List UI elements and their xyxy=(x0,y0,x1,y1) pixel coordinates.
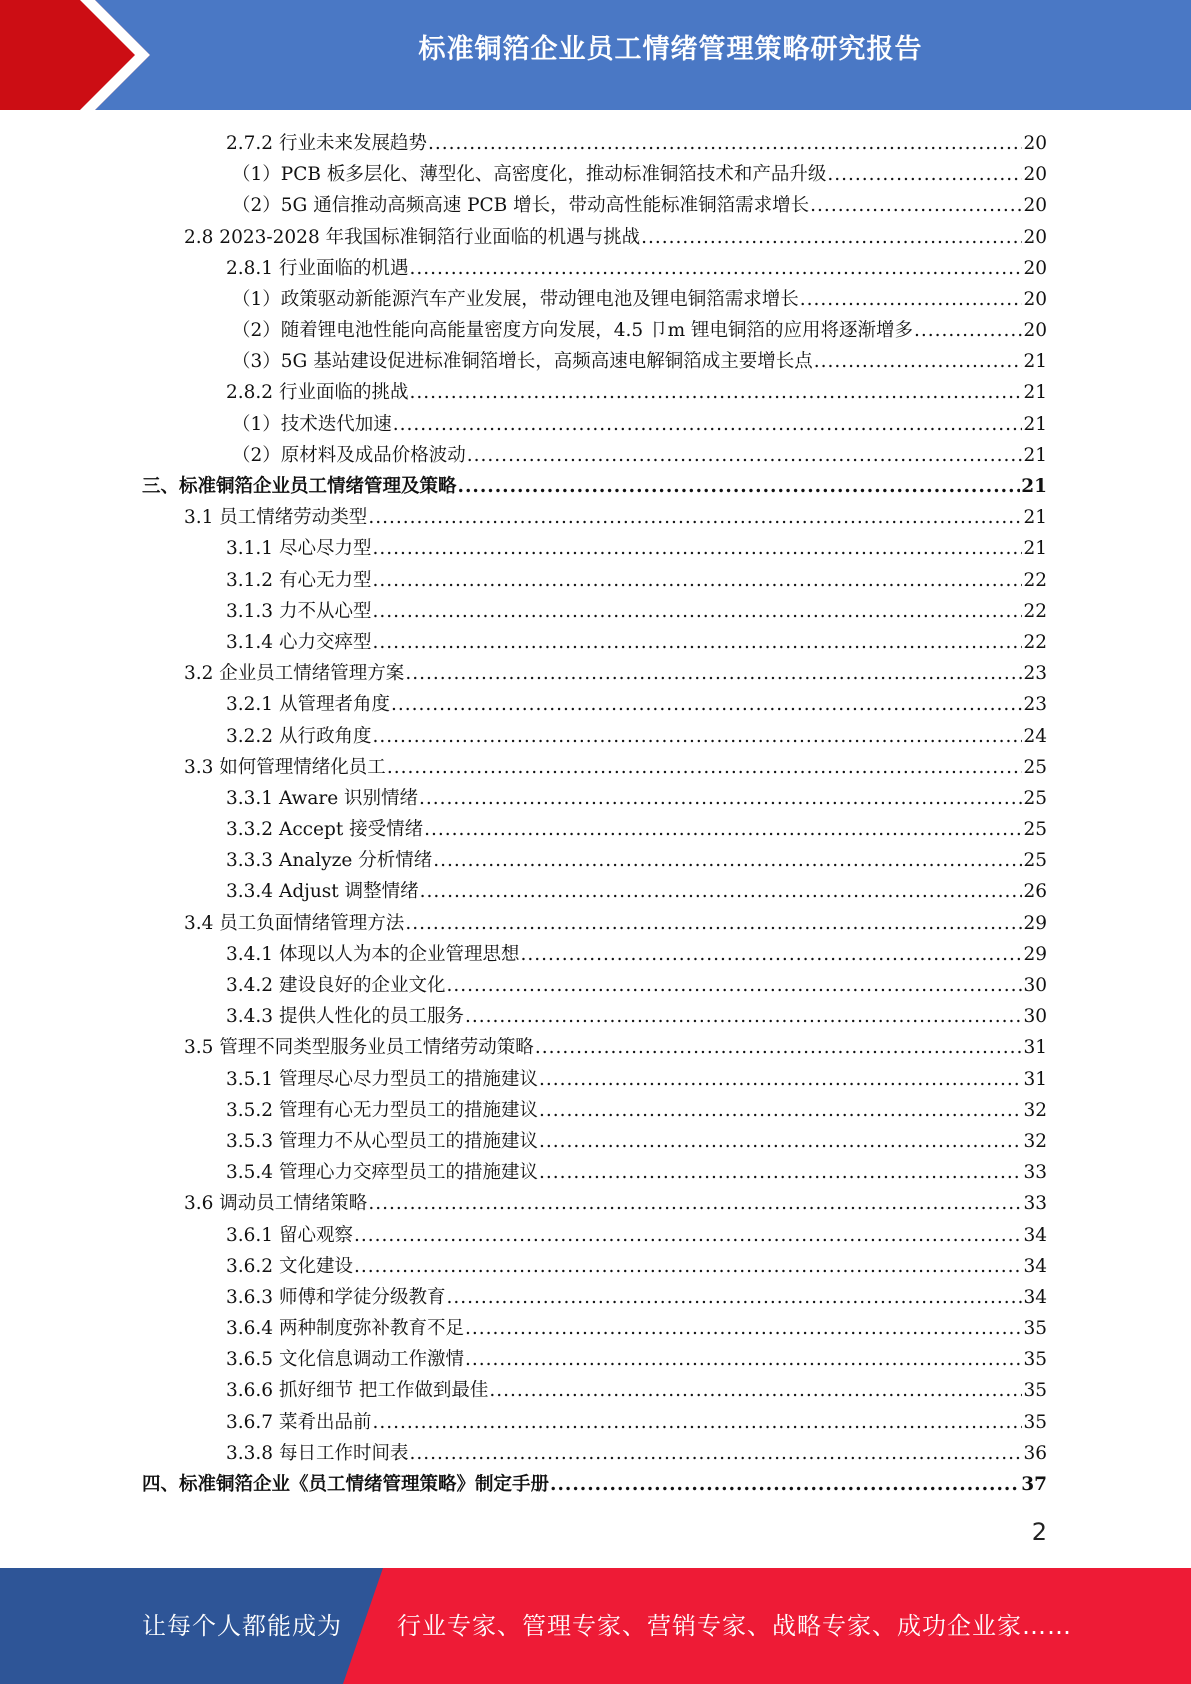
toc-entry-page: 22 xyxy=(1023,631,1047,653)
toc-entry[interactable] xyxy=(142,1095,1047,1126)
toc-dot-leader xyxy=(433,845,1022,876)
toc-dot-leader xyxy=(419,783,1022,814)
toc-dot-leader xyxy=(827,159,1022,190)
toc-entry-title: （1）政策驱动新能源汽车产业发展，带动锂电池及锂电铜箔需求增长 xyxy=(232,288,799,310)
toc-entry-page: 32 xyxy=(1023,1099,1047,1121)
toc-entry[interactable] xyxy=(142,877,1047,908)
toc-entry[interactable] xyxy=(142,845,1047,876)
toc-dot-leader xyxy=(465,1344,1022,1375)
toc-entry-page: 21 xyxy=(1023,507,1047,529)
toc-entry[interactable] xyxy=(142,159,1047,190)
toc-dot-leader xyxy=(391,689,1022,720)
toc-entry-page: 37 xyxy=(1021,1474,1047,1496)
page-title: 标准铜箔企业员工情绪管理策略研究报告 xyxy=(418,34,923,65)
toc-dot-leader xyxy=(405,908,1022,939)
toc-entry[interactable] xyxy=(142,1001,1047,1032)
toc-dot-leader xyxy=(372,627,1022,658)
toc-entry-page: 35 xyxy=(1023,1318,1047,1340)
toc-entry-page: 21 xyxy=(1023,351,1047,373)
toc-dot-leader xyxy=(914,315,1022,346)
toc-entry-title: 3.4.3 提供人性化的员工服务 xyxy=(226,1006,464,1028)
toc-entry[interactable] xyxy=(142,1407,1047,1438)
toc-entry-title: 2.8 2023-2028 年我国标准铜箔行业面临的机遇与挑战 xyxy=(184,226,641,248)
toc-entry-title: 2.7.2 行业未来发展趋势 xyxy=(226,132,427,154)
toc-entry[interactable] xyxy=(142,596,1047,627)
toc-dot-leader xyxy=(354,1251,1023,1282)
toc-dot-leader xyxy=(372,533,1022,564)
toc-entry-page: 33 xyxy=(1023,1162,1047,1184)
toc-dot-leader xyxy=(372,565,1022,596)
toc-entry-title: 3.5.4 管理心力交瘁型员工的措施建议 xyxy=(226,1162,538,1184)
toc-entry-title: 3.5.2 管理有心无力型员工的措施建议 xyxy=(226,1099,538,1121)
toc-dot-leader xyxy=(800,284,1023,315)
toc-entry-page: 25 xyxy=(1023,756,1047,778)
toc-dot-leader xyxy=(372,721,1022,752)
toc-entry-page: 32 xyxy=(1023,1130,1047,1152)
toc-entry-page: 20 xyxy=(1023,257,1047,279)
toc-entry-title: 2.8.2 行业面临的挑战 xyxy=(226,382,409,404)
toc-dot-leader xyxy=(550,1469,1020,1500)
toc-entry-page: 24 xyxy=(1023,725,1047,747)
toc-dot-leader xyxy=(387,752,1023,783)
toc-entry-page: 23 xyxy=(1023,663,1047,685)
toc-entry-title: 3.6 调动员工情绪策略 xyxy=(184,1193,368,1215)
toc-entry-page: 33 xyxy=(1023,1193,1047,1215)
toc-entry-title: 3.2.2 从行政角度 xyxy=(226,725,372,747)
toc-entry-title: 3.5 管理不同类型服务业员工情绪劳动策略 xyxy=(184,1037,534,1059)
toc-entry-title: 3.6.2 文化建设 xyxy=(226,1255,353,1277)
toc-dot-leader xyxy=(539,1095,1022,1126)
toc-dot-leader xyxy=(368,502,1022,533)
table-of-contents xyxy=(142,128,1047,1500)
toc-entry-page: 25 xyxy=(1023,787,1047,809)
toc-entry-title: （1）技术迭代加速 xyxy=(232,413,392,435)
toc-entry-page: 34 xyxy=(1023,1224,1047,1246)
toc-dot-leader xyxy=(489,1376,1022,1407)
toc-dot-leader xyxy=(409,1438,1022,1469)
toc-entry-page: 20 xyxy=(1023,132,1047,154)
toc-entry-page: 30 xyxy=(1023,1006,1047,1028)
toc-dot-leader xyxy=(420,877,1023,908)
toc-dot-leader xyxy=(368,1188,1022,1219)
toc-dot-leader xyxy=(539,1064,1022,1095)
toc-entry[interactable] xyxy=(142,908,1047,939)
footer-slogan-left: 让每个人都能成为 xyxy=(142,1612,342,1640)
toc-entry[interactable] xyxy=(142,1032,1047,1063)
toc-entry[interactable] xyxy=(142,1126,1047,1157)
toc-dot-leader xyxy=(539,1126,1022,1157)
toc-dot-leader xyxy=(465,1001,1022,1032)
toc-dot-leader xyxy=(354,1220,1023,1251)
header-chevron-icon xyxy=(0,0,160,110)
toc-dot-leader xyxy=(372,1407,1022,1438)
toc-entry-page: 29 xyxy=(1023,912,1047,934)
toc-dot-leader xyxy=(409,253,1022,284)
toc-entry-title: 3.6.5 文化信息调动工作激情 xyxy=(226,1349,464,1371)
toc-entry-page: 35 xyxy=(1023,1380,1047,1402)
toc-entry-page: 21 xyxy=(1023,444,1047,466)
toc-entry-page: 21 xyxy=(1023,382,1047,404)
toc-dot-leader xyxy=(424,814,1022,845)
toc-entry[interactable] xyxy=(142,970,1047,1001)
toc-dot-leader xyxy=(409,378,1022,409)
page-number: 2 xyxy=(1031,1518,1047,1546)
toc-entry[interactable] xyxy=(142,1376,1047,1407)
toc-dot-leader xyxy=(446,970,1022,1001)
toc-entry[interactable] xyxy=(142,471,1047,502)
toc-entry-title: （2）5G 通信推动高频高速 PCB 增长，带动高性能标准铜箔需求增长 xyxy=(232,195,810,217)
header-bar xyxy=(0,0,1191,110)
toc-entry-page: 21 xyxy=(1023,413,1047,435)
toc-entry[interactable] xyxy=(142,1282,1047,1313)
footer-banner xyxy=(0,1568,1191,1684)
toc-entry[interactable] xyxy=(142,565,1047,596)
toc-entry[interactable] xyxy=(142,1188,1047,1219)
toc-entry[interactable] xyxy=(142,627,1047,658)
toc-entry-page: 30 xyxy=(1023,975,1047,997)
toc-dot-leader xyxy=(520,939,1022,970)
toc-entry-page: 20 xyxy=(1023,288,1047,310)
toc-entry-title: 3.3.1 Aware 识别情绪 xyxy=(226,787,419,809)
toc-dot-leader xyxy=(810,190,1022,221)
toc-entry-page: 20 xyxy=(1023,320,1047,342)
toc-entry-title: 3.3.8 每日工作时间表 xyxy=(226,1442,409,1464)
toc-entry-page: 25 xyxy=(1023,850,1047,872)
toc-entry[interactable] xyxy=(142,1438,1047,1469)
toc-entry[interactable] xyxy=(142,1313,1047,1344)
toc-entry-title: 3.4.1 体现以人为本的企业管理思想 xyxy=(226,943,520,965)
toc-dot-leader xyxy=(458,471,1021,502)
toc-entry[interactable] xyxy=(142,1344,1047,1375)
toc-entry-title: 2.8.1 行业面临的机遇 xyxy=(226,257,409,279)
toc-entry[interactable] xyxy=(142,315,1047,346)
toc-entry-page: 20 xyxy=(1023,164,1047,186)
toc-entry-title: 3.6.7 菜肴出品前 xyxy=(226,1411,372,1433)
toc-entry-title: 3.6.6 抓好细节 把工作做到最佳 xyxy=(226,1380,489,1402)
toc-entry-page: 34 xyxy=(1023,1255,1047,1277)
toc-entry-page: 23 xyxy=(1023,694,1047,716)
toc-entry-page: 25 xyxy=(1023,819,1047,841)
toc-entry[interactable] xyxy=(142,284,1047,315)
toc-entry-title: 3.1.1 尽心尽力型 xyxy=(226,538,372,560)
toc-entry-title: 3.4 员工负面情绪管理方法 xyxy=(184,912,405,934)
toc-entry-title: 三、标准铜箔企业员工情绪管理及策略 xyxy=(142,476,457,498)
toc-dot-leader xyxy=(641,222,1022,253)
toc-entry-title: 3.6.3 师傅和学徒分级教育 xyxy=(226,1286,446,1308)
toc-entry-title: 3.2.1 从管理者角度 xyxy=(226,694,390,716)
toc-entry-title: 3.5.3 管理力不从心型员工的措施建议 xyxy=(226,1130,538,1152)
toc-entry-page: 35 xyxy=(1023,1411,1047,1433)
toc-entry[interactable] xyxy=(142,658,1047,689)
toc-entry[interactable] xyxy=(142,814,1047,845)
toc-entry[interactable] xyxy=(142,440,1047,471)
toc-entry-title: 3.1.4 心力交瘁型 xyxy=(226,631,372,653)
toc-entry[interactable] xyxy=(142,190,1047,221)
toc-dot-leader xyxy=(467,440,1023,471)
toc-entry-page: 36 xyxy=(1023,1442,1047,1464)
toc-entry[interactable] xyxy=(142,1220,1047,1251)
toc-entry-title: 3.2 企业员工情绪管理方案 xyxy=(184,663,405,685)
toc-dot-leader xyxy=(465,1313,1022,1344)
toc-entry-title: 3.3.4 Adjust 调整情绪 xyxy=(226,881,419,903)
toc-entry-title: （3）5G 基站建设促进标准铜箔增长，高频高速电解铜箔成主要增长点 xyxy=(232,351,813,373)
toc-entry-page: 22 xyxy=(1023,569,1047,591)
toc-entry-title: 3.1.2 有心无力型 xyxy=(226,569,372,591)
toc-entry-title: 3.4.2 建设良好的企业文化 xyxy=(226,975,446,997)
toc-entry-page: 34 xyxy=(1023,1286,1047,1308)
toc-entry[interactable] xyxy=(142,752,1047,783)
toc-entry-page: 20 xyxy=(1023,226,1047,248)
toc-dot-leader xyxy=(405,658,1022,689)
toc-dot-leader xyxy=(372,596,1022,627)
toc-entry-title: 3.5.1 管理尽心尽力型员工的措施建议 xyxy=(226,1068,538,1090)
toc-entry[interactable] xyxy=(142,1157,1047,1188)
toc-entry[interactable] xyxy=(142,533,1047,564)
toc-entry-title: 3.6.1 留心观察 xyxy=(226,1224,353,1246)
toc-entry-title: 3.3.3 Analyze 分析情绪 xyxy=(226,850,433,872)
toc-entry[interactable] xyxy=(142,378,1047,409)
toc-entry[interactable] xyxy=(142,939,1047,970)
footer-slogan-right: 行业专家、管理专家、营销专家、战略专家、成功企业家…… xyxy=(397,1612,1072,1640)
toc-entry[interactable] xyxy=(142,222,1047,253)
toc-entry-page: 31 xyxy=(1023,1037,1047,1059)
toc-entry[interactable] xyxy=(142,253,1047,284)
toc-entry-title: （2）随着锂电池性能向高能量密度方向发展，4.5 卩m 锂电铜箔的应用将逐渐增多 xyxy=(232,320,913,342)
toc-dot-leader xyxy=(446,1282,1022,1313)
toc-entry[interactable] xyxy=(142,1469,1047,1500)
toc-entry[interactable] xyxy=(142,409,1047,440)
toc-entry-title: （2）原材料及成品价格波动 xyxy=(232,444,466,466)
toc-entry-title: 3.3 如何管理情绪化员工 xyxy=(184,756,386,778)
toc-entry-page: 22 xyxy=(1023,600,1047,622)
toc-entry[interactable] xyxy=(142,721,1047,752)
toc-entry-page: 35 xyxy=(1023,1349,1047,1371)
toc-entry-page: 21 xyxy=(1021,476,1047,498)
toc-entry-page: 29 xyxy=(1023,943,1047,965)
toc-entry[interactable] xyxy=(142,1064,1047,1095)
toc-dot-leader xyxy=(428,128,1022,159)
toc-entry-title: （1）PCB 板多层化、薄型化、高密度化，推动标准铜箔技术和产品升级 xyxy=(232,164,827,186)
toc-dot-leader xyxy=(393,409,1023,440)
toc-entry[interactable] xyxy=(142,346,1047,377)
toc-dot-leader xyxy=(535,1032,1023,1063)
toc-entry-title: 四、标准铜箔企业《员工情绪管理策略》制定手册 xyxy=(142,1474,550,1496)
toc-entry[interactable] xyxy=(142,502,1047,533)
toc-entry-page: 21 xyxy=(1023,538,1047,560)
toc-entry[interactable] xyxy=(142,783,1047,814)
toc-entry-title: 3.6.4 两种制度弥补教育不足 xyxy=(226,1318,464,1340)
toc-dot-leader xyxy=(539,1157,1022,1188)
toc-entry-page: 20 xyxy=(1023,195,1047,217)
toc-dot-leader xyxy=(814,346,1023,377)
toc-entry-page: 26 xyxy=(1023,881,1047,903)
toc-entry[interactable] xyxy=(142,1251,1047,1282)
toc-entry-title: 3.3.2 Accept 接受情绪 xyxy=(226,819,424,841)
toc-entry[interactable] xyxy=(142,128,1047,159)
toc-entry[interactable] xyxy=(142,689,1047,720)
toc-entry-title: 3.1 员工情绪劳动类型 xyxy=(184,507,368,529)
toc-entry-page: 31 xyxy=(1023,1068,1047,1090)
toc-entry-title: 3.1.3 力不从心型 xyxy=(226,600,372,622)
